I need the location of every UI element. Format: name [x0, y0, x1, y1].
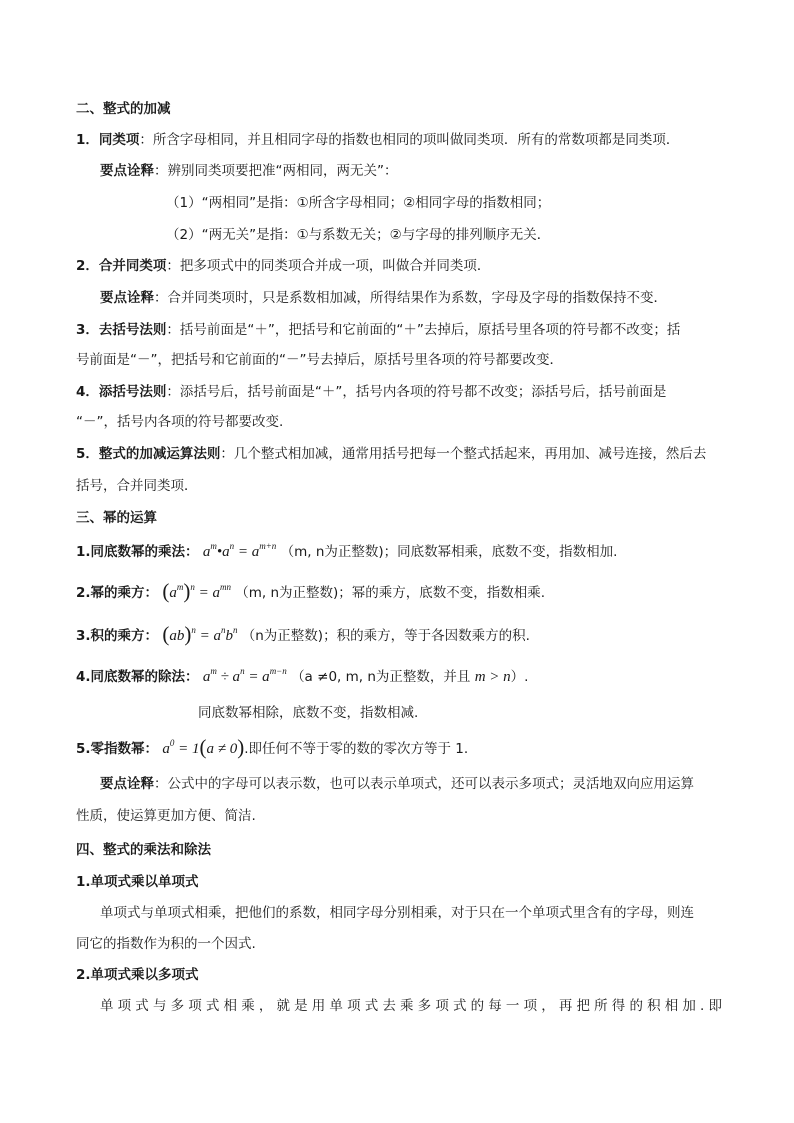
formula-product-same-base — [76, 542, 617, 562]
subsection-heading: 2.单项式乘以多项式 — [76, 967, 199, 983]
paragraph-text: 括号，合并同类项． — [76, 478, 198, 494]
subsection-heading: 1.单项式乘以单项式 — [76, 874, 199, 890]
paragraph-text: 号前面是“－”，把括号和它前面的“－”号去掉后，原括号里各项的符号都要改变． — [76, 352, 563, 368]
key-point-note — [100, 161, 398, 181]
paragraph-text: ：所含字母相同，并且相同字母的指数也相同的项叫做同类项．所有的常数项都是同类项． — [139, 132, 680, 148]
paragraph-text: ：几个整式相加减，通常用括号把每一个整式括起来，再用加、减号连接，然后去 — [220, 446, 707, 462]
section-heading: 三、幂的运算 — [76, 510, 157, 526]
item-number: 1． — [76, 132, 99, 148]
note-text: ：公式中的字母可以表示数，也可以表示单项式，还可以表示多项式；灵活地双向应用运算 — [154, 776, 694, 792]
paragraph-add-brackets — [76, 382, 666, 402]
paragraph-like-terms — [76, 130, 679, 150]
formula-condition: （a ≠0, m, n为正整数，并且 — [291, 669, 471, 685]
formula-explanation: .即任何不等于零的数的零次方等于 1. — [244, 741, 469, 757]
item-number: 2． — [76, 258, 99, 274]
formula-zero-exponent — [76, 735, 469, 759]
formula-explanation: 同底数幂相除，底数不变，指数相减. — [198, 705, 419, 721]
key-point-note — [100, 288, 667, 308]
formula-condition: （m, n为正整数)；同底数幂相乘，底数不变，指数相加. — [280, 544, 618, 560]
paragraph-combine-terms — [76, 256, 490, 276]
formula-end: ）. — [510, 669, 529, 685]
formula-label: 2.幂的乘方： — [76, 585, 159, 601]
note-label: 要点诠释 — [100, 776, 154, 792]
term-label: 合并同类项 — [98, 258, 167, 274]
term-label: 同类项 — [98, 132, 140, 148]
paragraph-remove-brackets — [76, 320, 680, 340]
item-number: 3． — [76, 322, 99, 338]
key-point-note — [100, 774, 694, 794]
formula-power-of-power — [76, 579, 546, 603]
paragraph-text: ：括号前面是“＋”，把括号和它前面的“＋”去掉后，原括号里各项的符号都不改变；括 — [166, 322, 681, 338]
note-text: ：合并同类项时，只是系数相加减，所得结果作为系数，字母及字母的指数保持不变． — [154, 290, 667, 306]
formula-label: 5.零指数幂： — [76, 741, 159, 757]
item-number: 4． — [76, 384, 99, 400]
formula-quotient-same-base — [76, 667, 528, 687]
formula-label: 3.积的乘方： — [76, 628, 159, 644]
item-number: 5． — [76, 446, 99, 462]
list-item: （2）“两无关”是指：①与系数无关；②与字母的排列顺序无关． — [166, 227, 551, 243]
formula-condition: （n为正整数)；积的乘方，等于各因数乘方的积. — [241, 628, 530, 644]
math-inequality: m > n — [474, 669, 511, 685]
paragraph-text: 单项式与多项式相乘，就是用单项式去乘多项式的每一项，再把所得的积相加.即 — [100, 998, 722, 1014]
paragraph-text: ：添括号后，括号前面是“＋”，括号内各项的符号都不改变；添括号后，括号前面是 — [166, 384, 667, 400]
math-formula: $a^m \div a^n = a^{m-n}$ — [202, 666, 287, 685]
math-formula: $(ab)^n = a^nb^n$ — [162, 622, 238, 646]
paragraph-text: 同它的指数作为积的一个因式. — [76, 936, 256, 952]
formula-power-of-product — [76, 622, 530, 646]
term-label: 整式的加减运算法则 — [98, 446, 221, 462]
formula-condition: （m, n为正整数)；幂的乘方，底数不变，指数相乘. — [235, 585, 546, 601]
note-text: 性质，使运算更加方便、简洁. — [76, 808, 256, 824]
math-formula: $a^0 = 1(a \ne 0)$ — [162, 735, 245, 759]
note-label: 要点诠释 — [100, 163, 154, 179]
paragraph-text: “－”，括号内各项的符号都要改变. — [76, 414, 284, 430]
paragraph-text: 单项式与单项式相乘，把他们的系数，相同字母分别相乘，对于只在一个单项式里含有的字母，则连 — [100, 905, 694, 921]
note-text: ：辨别同类项要把准“两相同，两无关”： — [154, 163, 398, 179]
math-formula: $a^m•a^n = a^{m+n}$ — [202, 541, 277, 560]
formula-label: 1.同底数幂的乘法： — [76, 544, 199, 560]
section-heading: 四、整式的乘法和除法 — [76, 842, 211, 858]
term-label: 去括号法则 — [98, 322, 167, 338]
section-heading: 二、整式的加减 — [76, 101, 171, 117]
paragraph-text: ：把多项式中的同类项合并成一项，叫做合并同类项． — [166, 258, 491, 274]
note-label: 要点诠释 — [100, 290, 154, 306]
math-formula: $(a^m)^n = a^{mn}$ — [162, 579, 231, 603]
term-label: 添括号法则 — [98, 384, 167, 400]
formula-label: 4.同底数幂的除法： — [76, 669, 199, 685]
list-item: （1）“两相同”是指：①所含字母相同；②相同字母的指数相同； — [166, 195, 551, 211]
paragraph-add-subtract-rule — [76, 444, 706, 464]
